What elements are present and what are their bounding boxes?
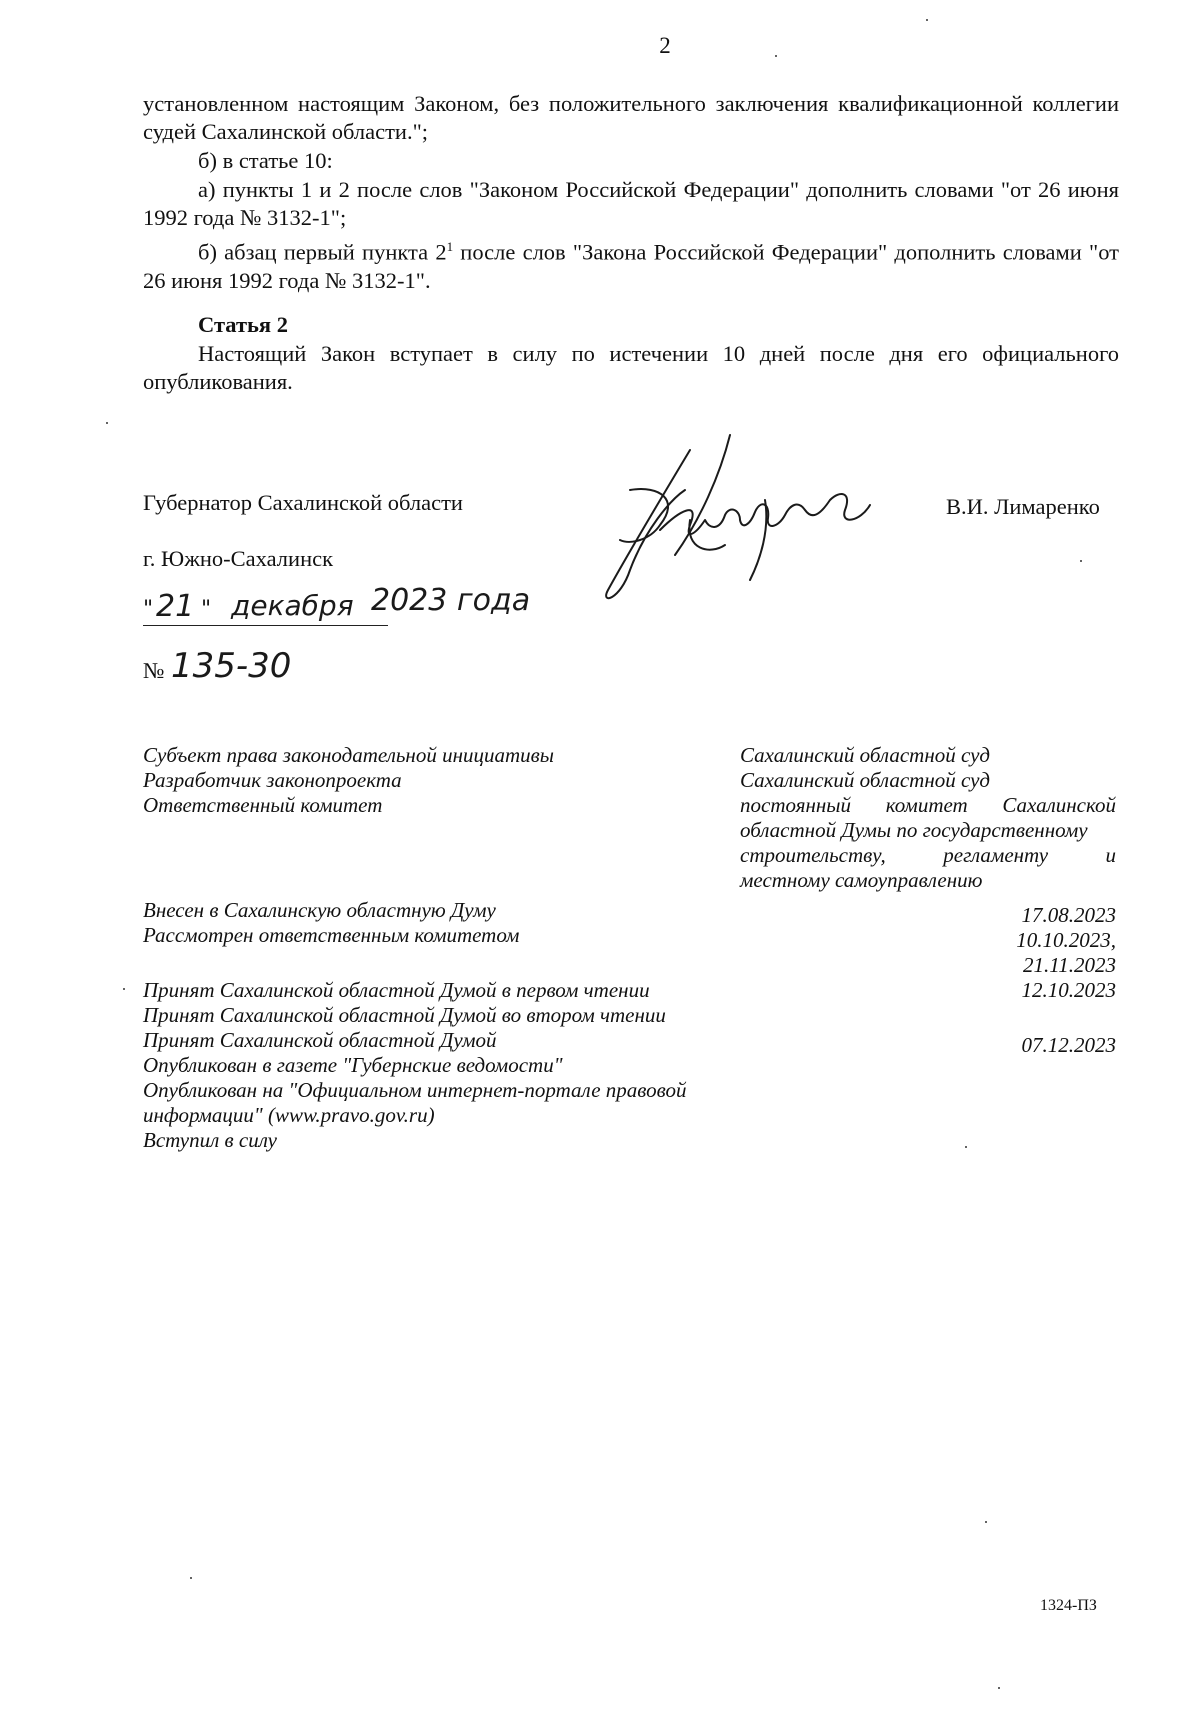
label-committee: Ответственный комитет xyxy=(143,793,383,817)
label-published-newspaper: Опубликован в газете "Губернские ведомости" xyxy=(143,1053,563,1077)
page-number: 2 xyxy=(659,33,671,58)
city: г. Южно-Сахалинск xyxy=(143,546,334,571)
label-subject: Субъект права законодательной инициативы xyxy=(143,743,555,767)
paragraph-item-b-part1: б) абзац первый пункта 2 xyxy=(198,239,447,265)
date-first-reading: 12.10.2023 xyxy=(1021,978,1116,1002)
value-committee-line3: строительству, регламенту и xyxy=(740,843,1116,867)
label-developer: Разработчик законопроекта xyxy=(143,768,402,792)
date-year: 2023 года xyxy=(371,583,531,618)
governor-title: Губернатор Сахалинской области xyxy=(143,490,463,515)
values-column xyxy=(740,743,1116,893)
paragraph-item-b xyxy=(143,233,1119,295)
date-reviewed-2: 21.11.2023 xyxy=(1023,953,1116,977)
article-2-heading: Статья 2 xyxy=(198,312,288,337)
date-underline xyxy=(143,625,388,626)
label-effective: Вступил в силу xyxy=(143,1128,277,1152)
date-month: декабря xyxy=(231,589,354,622)
value-subject: Сахалинский областной суд xyxy=(740,743,991,767)
value-developer: Сахалинский областной суд xyxy=(740,768,991,792)
date-quote-open: " xyxy=(143,597,154,622)
document-code: 1324-ПЗ xyxy=(1040,1597,1097,1614)
number-value: 135-30 xyxy=(171,646,292,686)
signing-date xyxy=(143,583,563,633)
governor-name: В.И. Лимаренко xyxy=(946,494,1100,519)
label-second-reading: Принят Сахалинской областной Думой во втором чтении xyxy=(143,1003,666,1027)
paragraph-continuation: установленном настоящим Законом, без положительного заключения квалификационной коллегии судей Сахалинской области."; xyxy=(143,91,1119,144)
paragraph-item-a: а) пункты 1 и 2 после слов "Законом Российской Федерации" дополнить словами "от 26 июня 1992 года № 3132-1"; xyxy=(143,177,1119,230)
scan-speck xyxy=(1080,560,1082,562)
paragraph-article10: б) в статье 10: xyxy=(198,148,333,173)
date-quote-close: " xyxy=(201,597,212,622)
label-published-portal-1: Опубликован на "Официальном интернет-портале правовой xyxy=(143,1078,687,1102)
date-reviewed-1: 10.10.2023, xyxy=(1016,928,1116,952)
scan-speck xyxy=(190,1577,192,1579)
paragraph-item-b-part2: после слов "Закона Российской Федерации" дополнить словами "от 26 июня 1992 года № 3132-1". xyxy=(143,239,1119,293)
scan-speck xyxy=(926,19,928,21)
value-committee-line1: постоянный комитет Сахалинской xyxy=(740,793,1116,817)
law-number xyxy=(143,648,343,694)
scan-speck xyxy=(998,1687,1000,1689)
value-committee-line2: областной Думы по государственному xyxy=(740,818,1088,842)
label-first-reading: Принят Сахалинской областной Думой в первом чтении xyxy=(143,978,650,1002)
value-committee-line4: местному самоуправлению xyxy=(740,868,983,892)
label-submitted: Внесен в Сахалинскую областную Думу xyxy=(143,898,496,922)
date-day: 21 xyxy=(156,589,195,624)
scan-speck xyxy=(965,1146,967,1148)
number-label: № xyxy=(143,658,165,683)
scan-speck xyxy=(985,1521,987,1523)
scan-speck xyxy=(106,422,108,424)
label-published-portal-2: информации" (www.pravo.gov.ru) xyxy=(143,1103,435,1127)
date-submitted: 17.08.2023 xyxy=(1021,903,1116,927)
date-adopted: 07.12.2023 xyxy=(1021,1033,1116,1057)
handwritten-signature xyxy=(590,430,910,630)
scan-speck xyxy=(123,988,125,990)
article-2-text: Настоящий Закон вступает в силу по истечении 10 дней после дня его официального опубликования. xyxy=(143,341,1119,394)
scan-speck xyxy=(775,55,777,57)
label-adopted: Принят Сахалинской областной Думой xyxy=(143,1028,497,1052)
label-reviewed: Рассмотрен ответственным комитетом xyxy=(143,923,520,947)
superscript: 1 xyxy=(446,239,454,254)
